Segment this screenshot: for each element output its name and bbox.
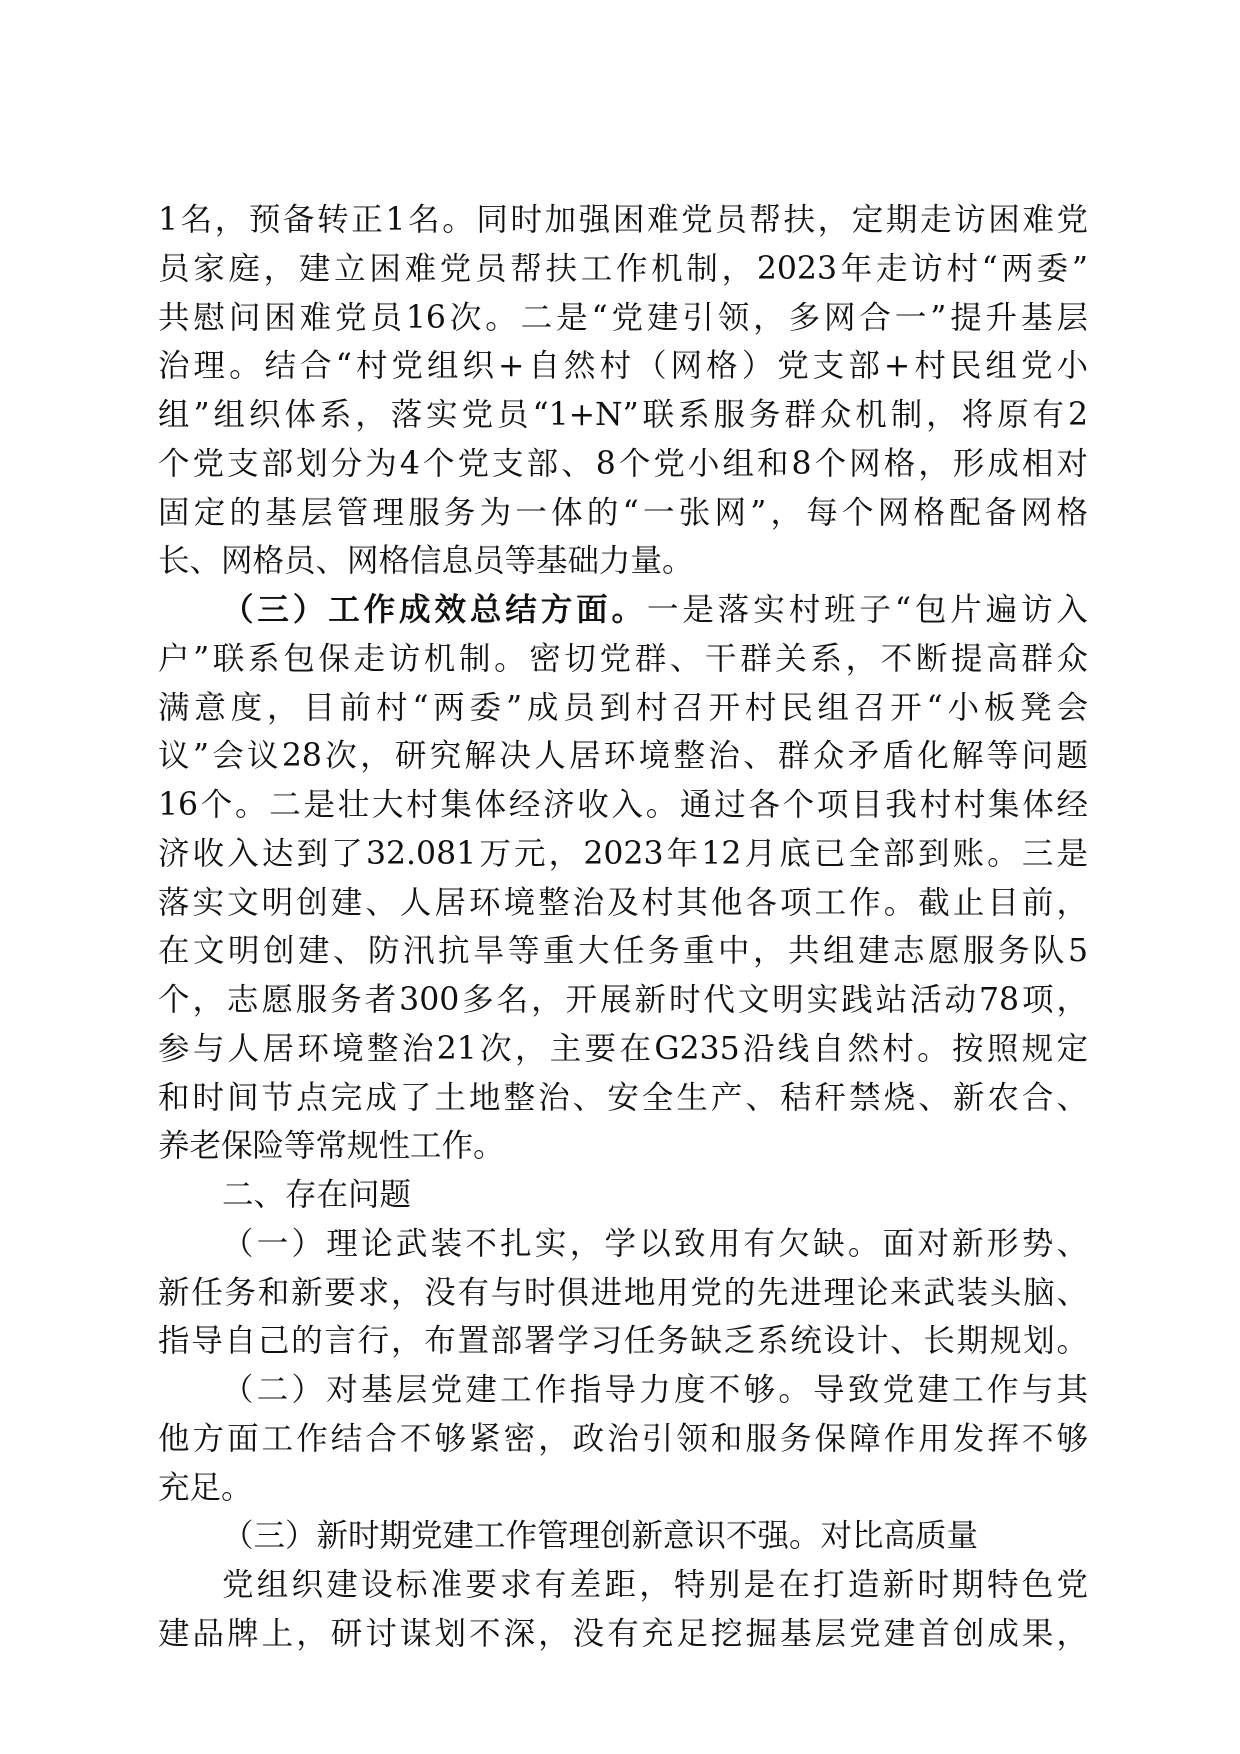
line-text: 16个。二是壮大村集体经济收入。通过各个项目我村村集体经 <box>158 787 1088 823</box>
text-line <box>158 1561 1088 1610</box>
text-line <box>158 684 1088 733</box>
line-text: 建品牌上，研讨谋划不深，没有充足挖掘基层党建首创成果， <box>158 1615 1088 1652</box>
line-text: 充足。 <box>158 1469 253 1506</box>
line-text: （三）新时期党建工作管理创新意识不强。对比高质量 <box>222 1518 979 1555</box>
text-line <box>158 830 1088 879</box>
line-text: 满意度，目前村“两委”成员到村召开村民组召开“小板凳会 <box>158 689 1088 726</box>
line-text: 个，志愿服务者300多名，开展新时代文明实践站活动78项， <box>158 982 1088 1018</box>
text-line <box>158 1074 1088 1123</box>
line-text: 落实文明创建、人居环境整治及村其他各项工作。截止目前， <box>158 884 1088 921</box>
line-text: 共慰问困难党员16次。二是“党建引领，多网合一”提升基层 <box>158 299 1088 336</box>
text-line <box>158 879 1088 928</box>
text-line <box>158 1220 1088 1269</box>
text-line <box>158 196 1088 245</box>
document-body <box>158 196 1088 1659</box>
line-text: （一）理论武装不扎实，学以致用有欠缺。面对新形势、 <box>222 1225 1088 1262</box>
line-text: 新任务和新要求，没有与时俱进地用党的先进理论来武装头脑、 <box>158 1274 1088 1311</box>
line-text: 固定的基层管理服务为一体的“一张网”，每个网格配备网格 <box>158 494 1088 531</box>
line-text: 二、存在问题 <box>222 1177 412 1213</box>
line-text: 组”组织体系，落实党员“1+N”联系服务群众机制，将原有2 <box>158 397 1088 433</box>
text-line <box>158 1366 1088 1415</box>
text-line <box>158 1025 1088 1074</box>
line-text: （二）对基层党建工作指导力度不够。导致党建工作与其 <box>222 1372 1088 1408</box>
text-line <box>158 1269 1088 1318</box>
text-line <box>158 781 1088 830</box>
text-line <box>158 1317 1088 1366</box>
line-text: 济收入达到了32.081万元，2023年12月底已全部到账。三是 <box>158 835 1088 872</box>
text-line <box>158 537 1088 586</box>
line-text: 党组织建设标准要求有差距，特别是在打造新时期特色党 <box>222 1567 1088 1603</box>
line-text: 个党支部划分为4个党支部、8个党小组和8个网格，形成相对 <box>158 445 1088 482</box>
text-line <box>158 976 1088 1025</box>
text-line <box>158 586 1088 635</box>
line-text: 指导自己的言行，布置部署学习任务缺乏系统设计、长期规划。 <box>158 1323 1088 1360</box>
text-line <box>158 294 1088 343</box>
text-line <box>158 635 1088 684</box>
text-line <box>158 1415 1088 1464</box>
text-line <box>158 391 1088 440</box>
text-line <box>158 1512 1088 1561</box>
line-text: 户”联系包保走访机制。密切党群、干群关系，不断提高群众 <box>158 640 1088 677</box>
text-line <box>158 440 1088 489</box>
line-text: 员家庭，建立困难党员帮扶工作机制，2023年走访村“两委” <box>158 250 1088 287</box>
line-text: 长、网格员、网格信息员等基础力量。 <box>158 543 694 580</box>
text-line <box>158 489 1088 538</box>
line-text: 一是落实村班子“包片遍访入 <box>646 592 1088 628</box>
line-text: 和时间节点完成了土地整治、安全生产、秸秆禁烧、新农合、 <box>158 1079 1088 1116</box>
line-text: 议”会议28次，研究解决人居环境整治、群众矛盾化解等问题 <box>158 738 1088 775</box>
section-heading: （三）工作成效总结方面。 <box>222 591 647 628</box>
text-line <box>158 927 1088 976</box>
text-line <box>158 1171 1088 1220</box>
text-line <box>158 1610 1088 1659</box>
line-text: 治理。结合“村党组织+自然村（网格）党支部+村民组党小 <box>158 348 1088 385</box>
line-text: 1名，预备转正1名。同时加强困难党员帮扶，定期走访困难党 <box>158 202 1088 238</box>
text-line <box>158 1122 1088 1171</box>
text-line <box>158 1464 1088 1513</box>
line-text: 在文明创建、防汛抗旱等重大任务重中，共组建志愿服务队5 <box>158 933 1088 970</box>
text-line <box>158 342 1088 391</box>
line-text: 他方面工作结合不够紧密，政治引领和服务保障作用发挥不够 <box>158 1420 1088 1457</box>
line-text: 养老保险等常规性工作。 <box>158 1128 505 1165</box>
text-line <box>158 732 1088 781</box>
line-text: 参与人居环境整治21次，主要在G235沿线自然村。按照规定 <box>158 1030 1088 1067</box>
text-line <box>158 245 1088 294</box>
